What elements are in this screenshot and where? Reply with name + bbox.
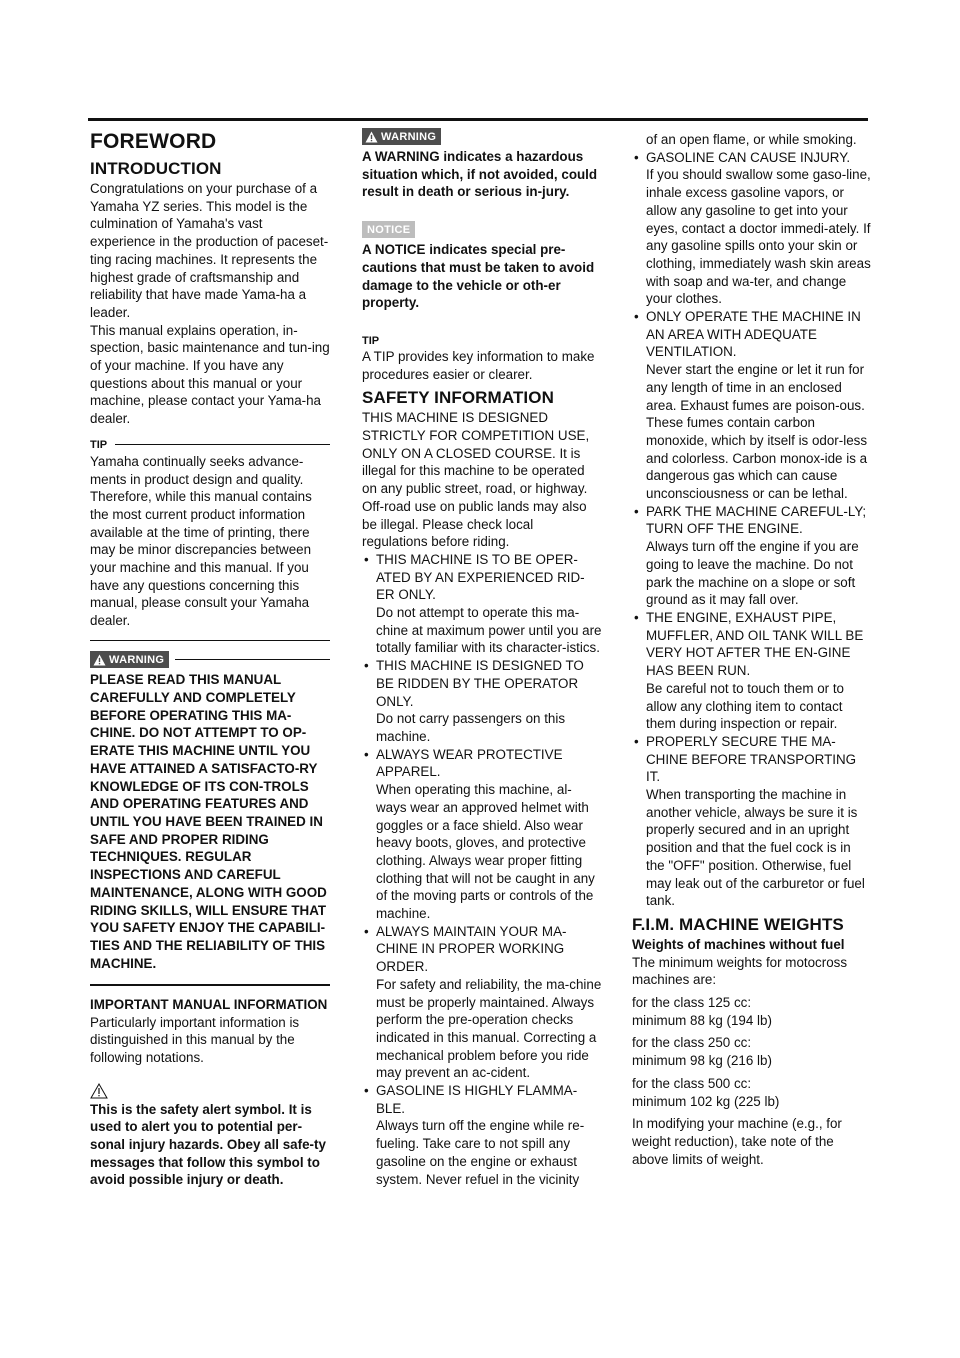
safety-paragraph [362,409,602,551]
bullet-body: Do not attempt to operate this ma-chine at maximum power until you are totally familiar with its character-istics. [376,605,602,656]
bullet-head: • PROPERLY SECURE THE MA-CHINE BEFORE TRANSPORTING IT. [646,733,857,785]
fim-subheading: Weights of machines without fuel [632,936,845,952]
bullet-head: • THIS MACHINE IS TO BE OPER-ATED BY AN EXPERIENCED RID-ER ONLY. [376,551,585,603]
bullet-head: • ALWAYS MAINTAIN YOUR MA-CHINE IN PROPER WORKING ORDER. [376,923,567,975]
notice-definition: A NOTICE indicates special pre-cautions that must be taken to avoid damage to the vehicle or oth-er property. [362,242,595,311]
list-item [362,1082,602,1188]
warning-badge [362,128,441,145]
column-1 [90,124,330,1189]
bullet-body: Always turn off the engine while re-fueling. Take care to not spill any gasoline on the engine or exhaust system. Never refuel in the vicinity [376,1118,585,1187]
bullet-head: • THIS MACHINE IS DESIGNED TO BE RIDDEN BY THE OPERATOR ONLY. [376,658,584,709]
bullet-body: When transporting the machine in another vehicle, always be sure it is properly secured and in an upright position and that the fuel cock is in the "OFF" position. Otherwise, fuel may leak out of the carburetor or fuel tank. [646,787,865,909]
warning-rule [175,659,330,660]
warning-badge [90,651,169,668]
notice-badge: NOTICE [362,221,415,238]
tip-rule [115,444,330,445]
column-2 [362,128,602,1188]
warning-header [362,128,602,145]
safety-bullets-continued [632,149,872,910]
bullet-head: • GASOLINE IS HIGHLY FLAMMA-BLE. [376,1083,578,1116]
safety-bullets [362,551,602,1188]
safety-alert-text: This is the safety alert symbol. It is used to alert you to potential per-sonal injury hazards. Obey all safe-ty messages that follow this symbol to avoid possible injury or death. [90,1101,326,1188]
warning-text: PLEASE READ THIS MANUAL CAREFULLY AND COMPLETELY BEFORE OPERATING THIS MA-CHINE. DO NOT ATTEMPT TO OP-ERATE THIS MACHINE UNTIL YOU HAVE ATTAINED A SATISFACTO-RY KNOWLEDGE OF ITS CON-TROLS AND OPERATING FEATURES AND UNTIL YOU HAVE BEEN TRAINED IN SAFE AND PROPER RIDING TECHNIQUES. REGULAR INSPECTIONS AND CAREFUL MAINTENANCE, ALONG WITH GOOD RIDING SKILLS, WILL ENSURE THAT YOU SAFETY ENJOY THE CAPABILI-TIES AND THE RELIABILITY OF THIS MACHINE. [90,672,327,971]
class-label: for the class 250 cc: [632,1035,752,1051]
bullet-body: If you should swallow some gaso-line, inhale excess gasoline vapors, or allow any gasoline to get into your eyes, contact a doctor immedi-ately. If any gasoline spills onto your skin or clothing, immediately wash skin areas with soap and wa-ter, and change your clothes. [646,167,871,307]
safety-text: It is illegal for this machine to be operated on any public street, road, or highway. Off-road use on public lands may also be illegal. Please check local regulations before riding. [362,445,588,550]
class-value: minimum 98 kg (216 lb) [632,1053,772,1069]
list-item [632,733,872,910]
bullet-body: For safety and reliability, the ma-chine must be properly maintained. Always perform the pre-operation checks indicated in this manual. Correcting a mechanical problem before you ride may prevent an ac-cident. [376,976,602,1081]
bullet-head: • GASOLINE CAN CAUSE INJURY. [646,149,851,165]
fim-intro: The minimum weights for motocross machines are: [632,954,848,988]
list-item [362,923,602,1082]
list-item [632,149,872,308]
fim-outro: In modifying your machine (e.g., for weight reduction), take note of the above limits of weight. [632,1116,842,1167]
class-label: for the class 500 cc: [632,1075,752,1091]
warning-definition: A WARNING indicates a hazardous situation which, if not avoided, could result in death or serious in-jury. [362,149,598,200]
safety-alert-icon [90,1083,108,1099]
tip-label: TIP [90,438,108,451]
bullet-head: • ALWAYS WEAR PROTECTIVE APPAREL. [376,746,563,780]
page-title: FOREWORD [90,130,217,153]
section-divider [90,640,330,642]
column-3 [632,131,872,1168]
list-item [632,609,872,733]
tip-definition: A TIP provides key information to make procedures easier or clearer. [362,348,595,382]
tip-label: TIP [362,334,380,347]
list-item [362,551,602,657]
bullet-body: Never start the engine or let it run for any length of time in an enclosed area. Exhaust fumes are poison-ous. These fumes contain carbon monoxide, which by itself is odor-less and colorless. Carbon monox-ide is a dangerous gas which can cause unconsciousness or can be lethal. [646,362,868,502]
warning-triangle-icon [365,131,378,143]
bullet-head: • THE ENGINE, EXHAUST PIPE, MUFFLER, AND OIL TANK WILL BE VERY HOT AFTER THE EN-GINE HAS BEEN RUN. [646,609,864,679]
class-value: minimum 102 kg (225 lb) [632,1093,780,1109]
intro-paragraph-1: Congratulations on your purchase of a Yamaha YZ series. This model is the culmination of Yamaha's vast experience in the production of paceset-ting racing machines. It represents the highest grade of craftsmanship and reliability that have made Yama-ha a leader. [90,181,329,320]
bullet-head: • PARK THE MACHINE CAREFUL-LY; TURN OFF THE ENGINE. [646,503,867,537]
intro-paragraph-2: This manual explains operation, in-spection, basic maintenance and tun-ing of your machine. If you have any questions about this manual or your machine, please contact your Yama-ha dealer. [90,322,330,427]
bullet-body: When operating this machine, al-ways wear an approved helmet with goggles or a face shield. Also wear heavy boots, gloves, and protective clothing. Always wear proper fitting clothing that will not be caught in any of the moving parts or controls of the machine. [376,782,595,922]
list-item [632,308,872,503]
class-label: for the class 125 cc: [632,995,752,1011]
bullet-body: Always turn off the engine if you are going to leave the machine. Do not park the machine on a slope or soft ground as it may fall over. [646,539,859,608]
tip-header [90,438,330,452]
safety-caps: THIS MACHINE IS DESIGNED STRICTLY FOR COMPETITION USE, ONLY ON A CLOSED COURSE. [362,410,590,461]
list-item [362,657,602,746]
bullet-head: • ONLY OPERATE THE MACHINE IN AN AREA WITH ADEQUATE VENTILATION. [646,309,861,360]
warning-triangle-icon [93,654,106,666]
warning-badge-label: WARNING [109,653,165,666]
class-value: minimum 88 kg (194 lb) [632,1012,772,1028]
notice-header [362,221,602,238]
safety-information-heading: SAFETY INFORMATION [362,388,554,408]
section-divider [90,984,330,986]
bullet-body: Do not carry passengers on this machine. [376,711,566,744]
introduction-heading: INTRODUCTION [90,159,222,178]
continued-text: of an open flame, or while smoking. [646,132,857,147]
warning-header [90,651,330,668]
important-text: Particularly important information is distinguished in this manual by the following notations. [90,1014,300,1065]
fim-weights-heading: F.I.M. MACHINE WEIGHTS [632,914,844,934]
important-heading: IMPORTANT MANUAL INFORMATION [90,996,328,1012]
list-item [632,503,872,609]
warning-badge-label: WARNING [381,130,437,143]
top-rule [88,118,868,121]
bullet-body: Be careful not to touch them or to allow any clothing item to contact them during inspection or repair. [646,680,844,732]
tip-text: Yamaha continually seeks advance-ments in product design and quality. Therefore, while this manual contains the most current product information available at the time of printing, there may be minor discrepancies between your machine and this manual. If you have any questions concerning this manual, please consult your Yamaha dealer. [90,453,312,629]
list-item [362,746,602,923]
